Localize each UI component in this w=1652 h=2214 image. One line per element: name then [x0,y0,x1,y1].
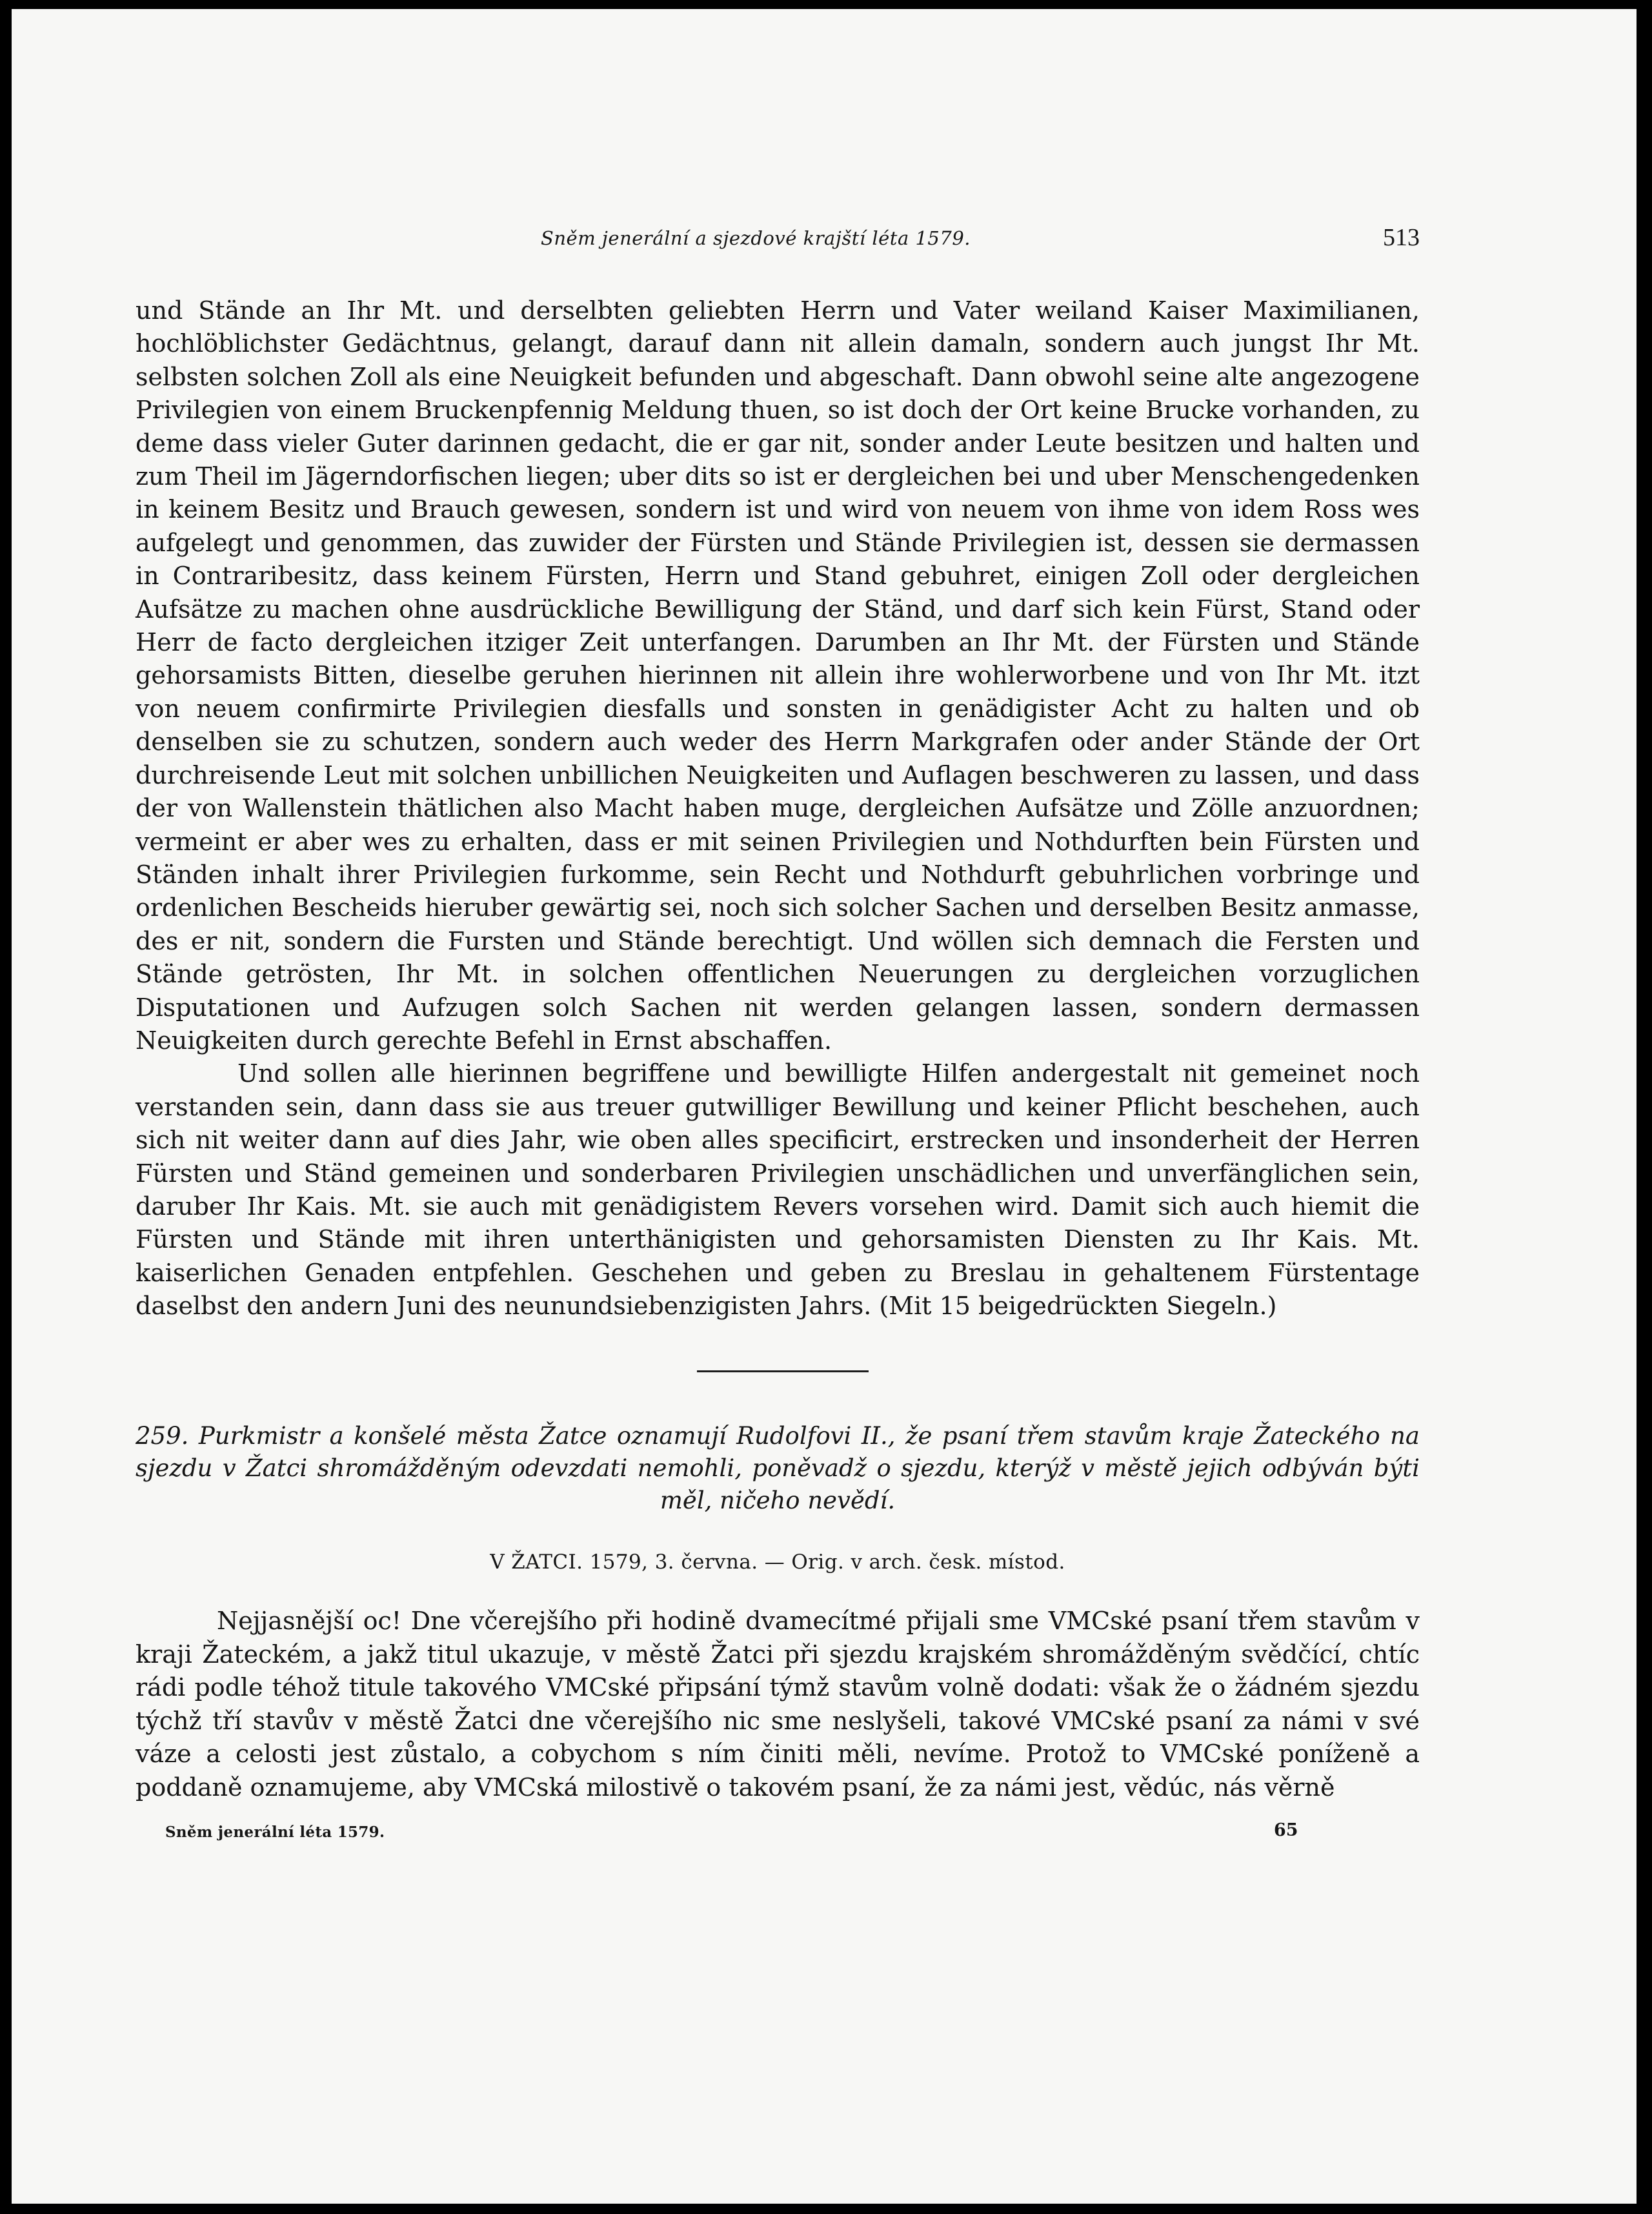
body-paragraph-1: und Stände an Ihr Mt. und derselbten geliebten Herrn und Vater weiland Kaiser Maximilianen, hochlöblichster Gedächtnus, gelangt, darauf dann nit allein damaln, sondern auch jungst Ihr Mt. selbsten solchen Zoll als eine Neuigkeit befunden und abgeschaft. Dann obwohl seine alte angezogene Privilegien von einem Bruckenpfennig Meldung thuen, so ist doch der Ort keine Brucke vorhanden, zu deme dass vieler Guter darinnen gedacht, die er gar nit, sonder ander Leute besitzen und halten und zum Theil im Jägerndorfischen liegen; uber dits so ist er dergleichen bei und uber Menschengedenken in keinem Besitz und Brauch gewesen, sondern ist und wird von neuem von ihme von idem Ross wes aufgelegt und genommen, das zuwider der Fürsten und Stände Privilegien ist, dessen sie dermassen in Contraribesitz, dass keinem Fürsten, Herrn und Stand gebuhret, einigen Zoll oder dergleichen Aufsätze zu machen ohne ausdrückliche Bewilligung der Ständ, und darf sich kein Fürst, Stand oder Herr de facto dergleichen itziger Zeit unterfangen. Darumben an Ihr Mt. der Fürsten und Stände gehorsamists Bitten, dieselbe geruhen hierinnen nit allein ihre wohlerworbene und von Ihr Mt. itzt von neuem confirmirte Privilegien diesfalls und sonsten in genädigister Acht zu halten und ob denselben sie zu schutzen, sondern auch weder des Herrn Markgrafen oder ander Stände der Ort durchreisende Leut mit solchen unbillichen Neuigkeiten und Auflagen beschweren zu lassen, und dass der von Wallenstein thätlichen also Macht haben muge, dergleichen Aufsätze und Zölle anzuordnen; vermeint er aber wes zu erhalten, dass er mit seinen Privilegien und Nothdurften bein Fürsten und Ständen inhalt ihrer Privilegien furkomme, sein Recht und Nothdurft gebuhrlichen vorbringe und ordenlichen Bescheids hieruber gewärtig sei, noch sich solcher Sachen und derselben Besitz anmasse, des er nit, sondern die Fursten und Stände berechtigt. Und wöllen sich demnach die Fersten und Stände getrösten, Ihr Mt. in solchen offentlichen Neuerungen zu dergleichen vorzuglichen Disputationen und Aufzugen solch Sachen nit werden gelangen lassen, sondern dermassen Neuigkeiten durch gerechte Befehl in Ernst abschaffen. [136,296,1420,1055]
page-number: 513 [1383,224,1420,251]
document-heading: 259. Purkmistr a konšelé města Žatce oznamují Rudolfovi II., že psaní třem stavům kraje Žateckého na sjezdu v Žatci shromážděným odevzdati nemohli, poněvadž o sjezdu, kterýž v městě jejich odbýván býti měl, ničeho nevědí. [136,1422,1420,1514]
body-paragraph-2: Und sollen alle hierinnen begriffene und bewilligte Hilfen andergestalt nit gemeinet noch verstanden sein, dann dass sie aus treuer gutwilliger Bewillung und keiner Pflicht beschehen, auch sich nit weiter dann auf dies Jahr, wie oben alles specificirt, erstrecken und insonderheit der Herren Fürsten und Ständ gemeinen und sonderbaren Privilegien unschädlichen und unverfänglichen sein, daruber Ihr Kais. Mt. sie auch mit genädigistem Revers vorsehen wird. Damit sich auch hiemit die Fürsten und Stände mit ihren unterthänigisten und gehorsamisten Diensten zu Ihr Kais. Mt. kaiserlichen Genaden entpfehlen. Geschehen und geben zu Breslau in gehaltenem Fürstentage daselbst den andern Juni des neunundsiebenzigisten Jahrs. (Mit 15 beigedrückten Siegeln.) [136,1059,1420,1321]
document-page [12,9,1637,2204]
letter-text: Nejjasnější oc! Dne včerejšího při hodině dvamecítmé přijali sme VMCské psaní třem stavům v kraji Žateckém, a jakž titul ukazuje, v městě Žatci při sjezdu krajském shromážděným svědčící, chtíc rádi podle téhož titule takového VMCské připsání týmž stavům volně dodati: však že o žádném sjezdu týchž tří stavův v městě Žatci dne včerejšího nic sme neslyšeli, takové VMCské psaní za námi v své váze a celosti jest zůstalo, a cobychom s ním činiti měli, nevíme. Protož to VMCské poníženě a poddaně oznamujeme, aby VMCská milostivě o takovém psaní, že za námi jest, vědúc, nás věrně [136,1607,1420,1802]
body-text [136,294,1420,1323]
document-source-line: V ŽATCI. 1579, 3. června. — Orig. v arch. česk. místod. [490,1550,1065,1574]
signature-mark: Sněm jenerální léta 1579. [165,1823,385,1841]
running-title: Sněm jenerální a sjezdové krajští léta 1579. [541,227,971,249]
section-divider [697,1370,869,1372]
sheet-number: 65 [1274,1820,1298,1840]
